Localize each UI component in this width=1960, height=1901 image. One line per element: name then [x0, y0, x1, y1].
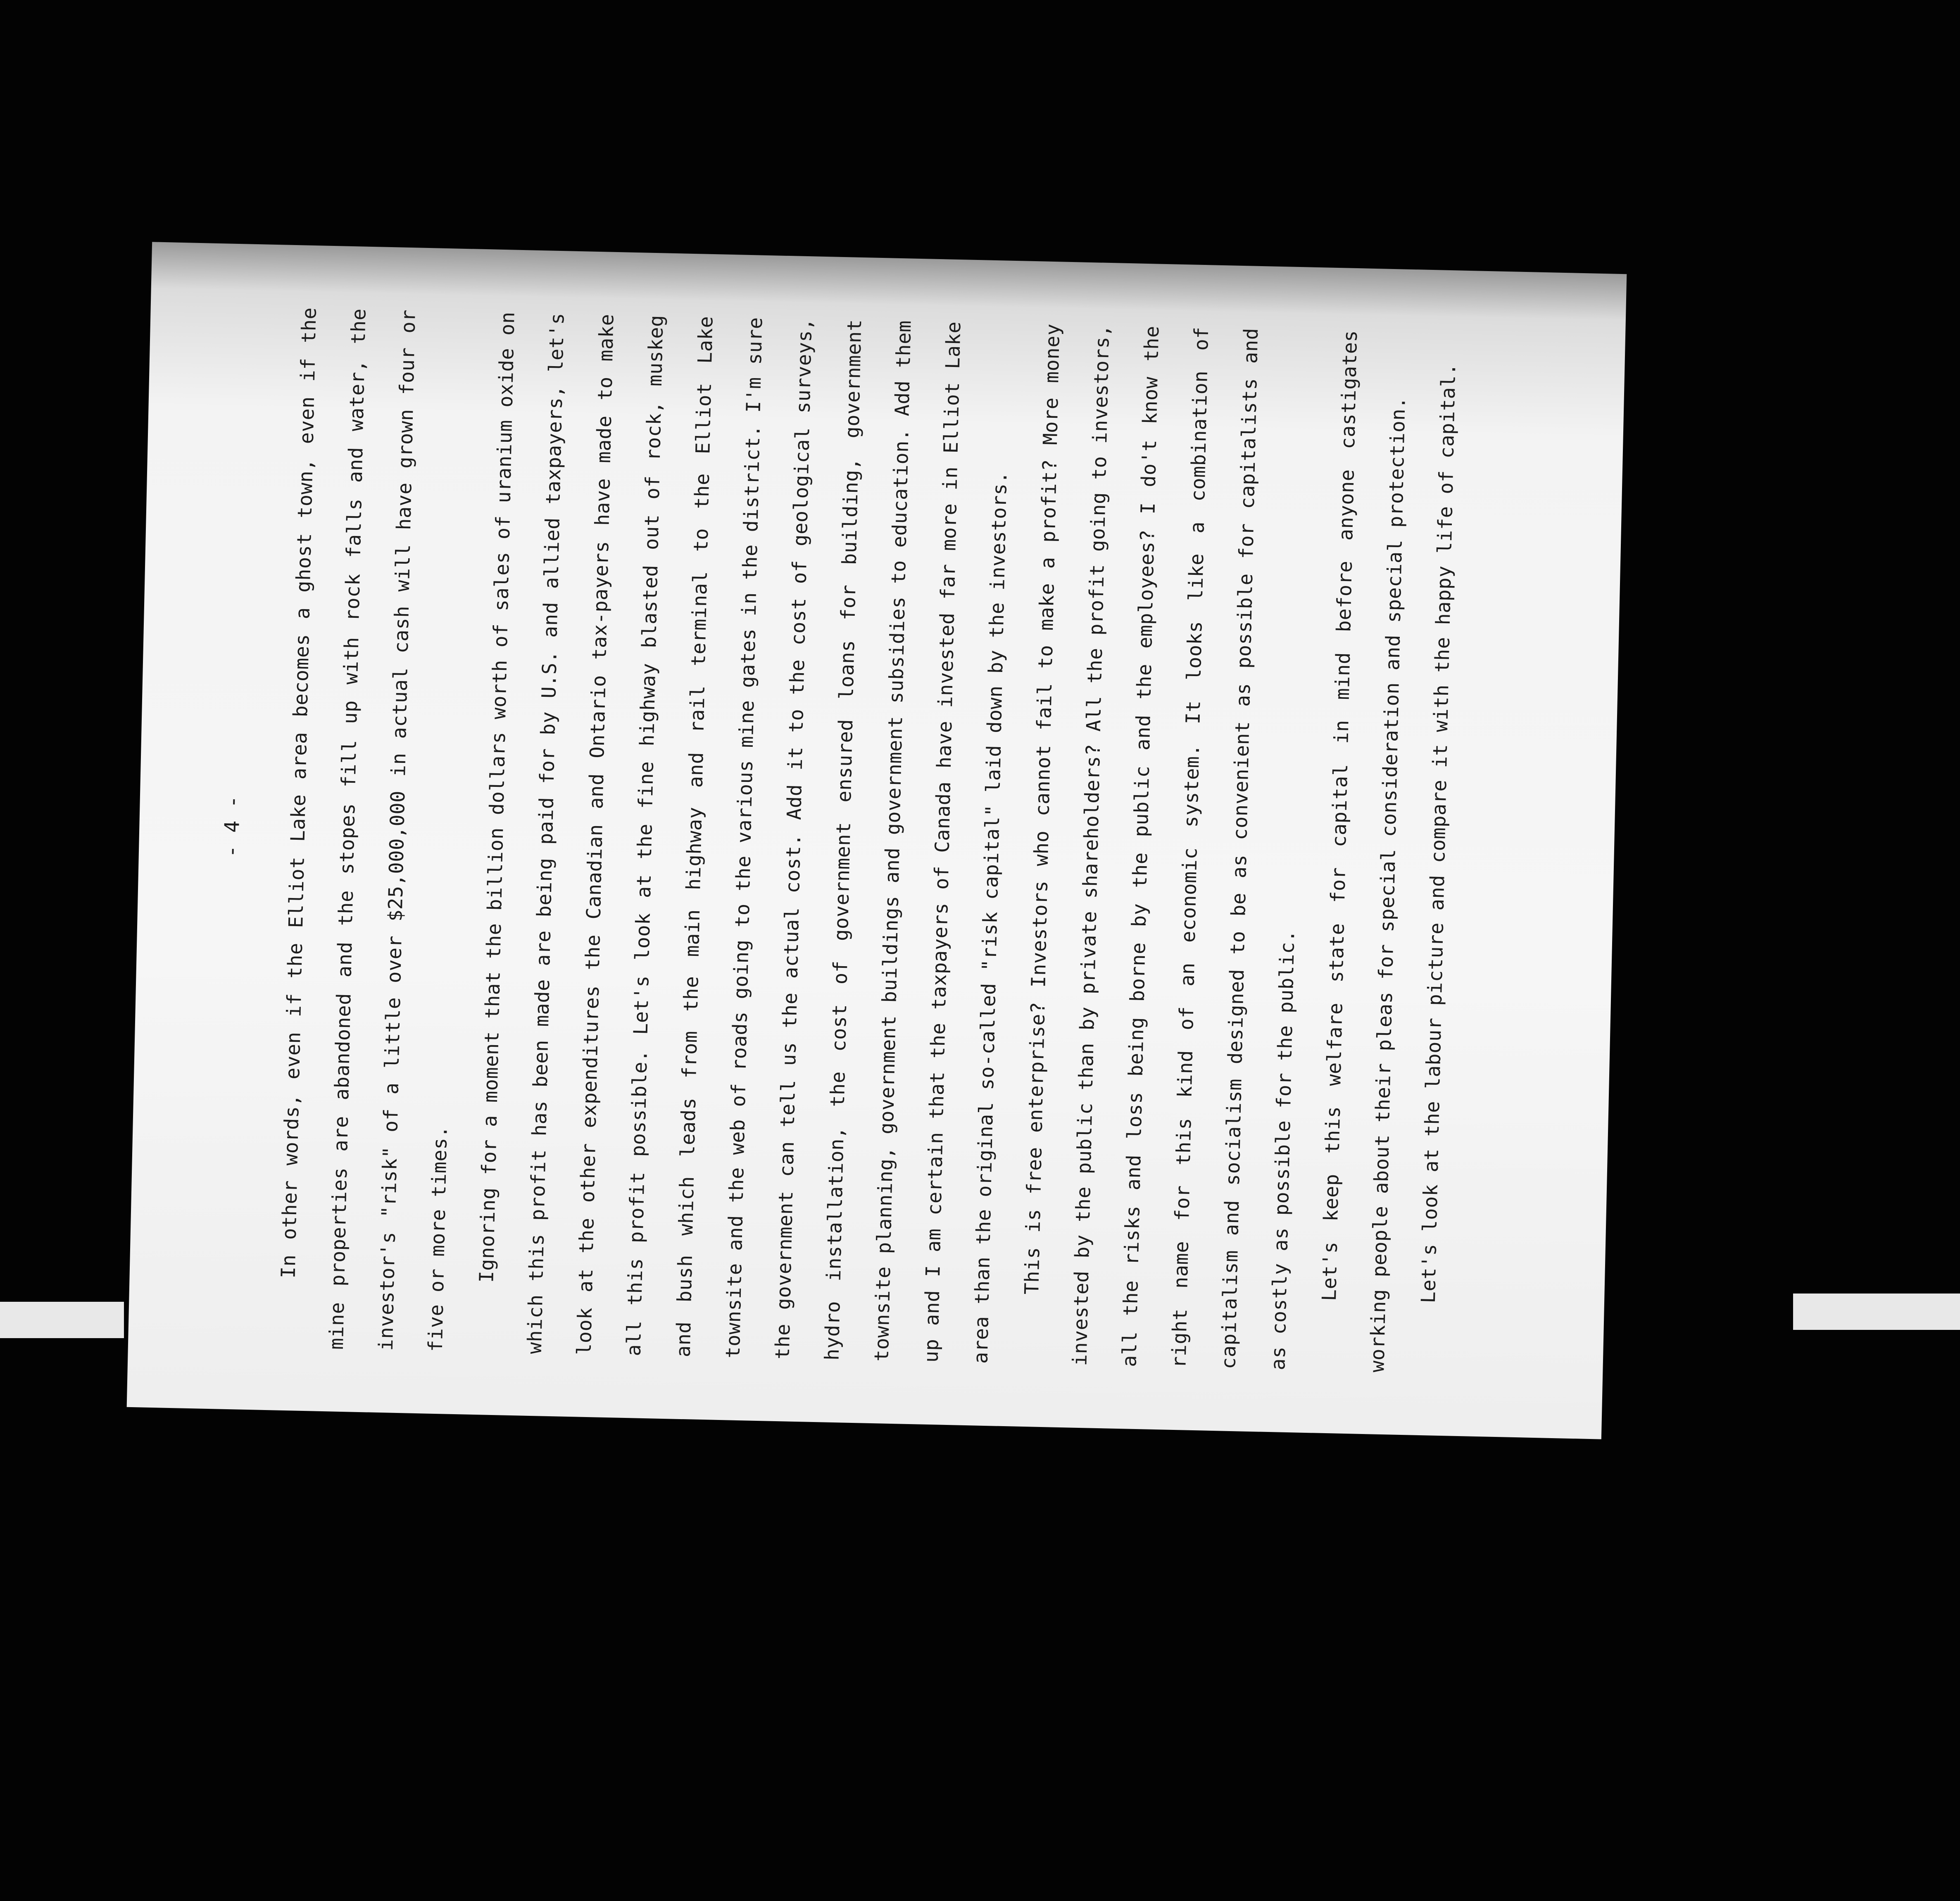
- paragraph-3: This is free enterprise? Investors who cannot fail to make a profit? More money invested by the public than by private shareholders? All the profit going to investors, all the risks and loss being borne by the public and the employees? I do't know the right name for this kind of an economic system. It looks like a combination of capitalism and socialism designed to be as convenient as possible for capitalists and as costly as possible for the public.: [1020, 323, 1299, 1371]
- typed-text: [209, 306, 1545, 1376]
- film-edge-band-right: [1793, 1294, 1960, 1330]
- paragraph-5: Let's look at the labour picture and compare it with the happy life of capital.: [1417, 363, 1460, 1303]
- page-number: - 4 -: [219, 795, 245, 858]
- paragraph-1: In other words, even if the Elliot Lake area becomes a ghost town, even if the mine properties are abandoned and the stopes fill up with rock falls and water, the investor's "risk" of a little over $25,000,000 in actual cash will have grown four or five or more times.: [277, 307, 452, 1352]
- paragraph-2: Ignoring for a moment that the billion dollars worth of sales of uranium oxide on which this profit has been made are being paid for by U.S. and allied taxpayers, let's look at the other expenditures the Canadian and Ontario tax-payers have made to make all this profit possible. Let's look at the fine highway blasted out of rock, muskeg and bush which leads from the main highway and rail terminal to the Elliot Lake townsite and the web of roads going to the various mine gates in the district. I'm sure the government can tell us the actual cost. Add it to the cost of geological surveys, hydro installation, the cost of government ensured loans for building, government townsite planning, government buildings and government subsidies to education. Add them up and I am certain that the taxpayers of Canada have invested far more in Elliot Lake area than the original so-called "risk capital" laid down by the investors.: [475, 311, 1012, 1364]
- film-edge-band-left: [0, 1302, 124, 1338]
- document-page: [127, 242, 1627, 1439]
- paragraph-4: Let's keep this welfare state for capital in mind before anyone castigates working people about their pleas for special consideration and special protection.: [1318, 330, 1410, 1373]
